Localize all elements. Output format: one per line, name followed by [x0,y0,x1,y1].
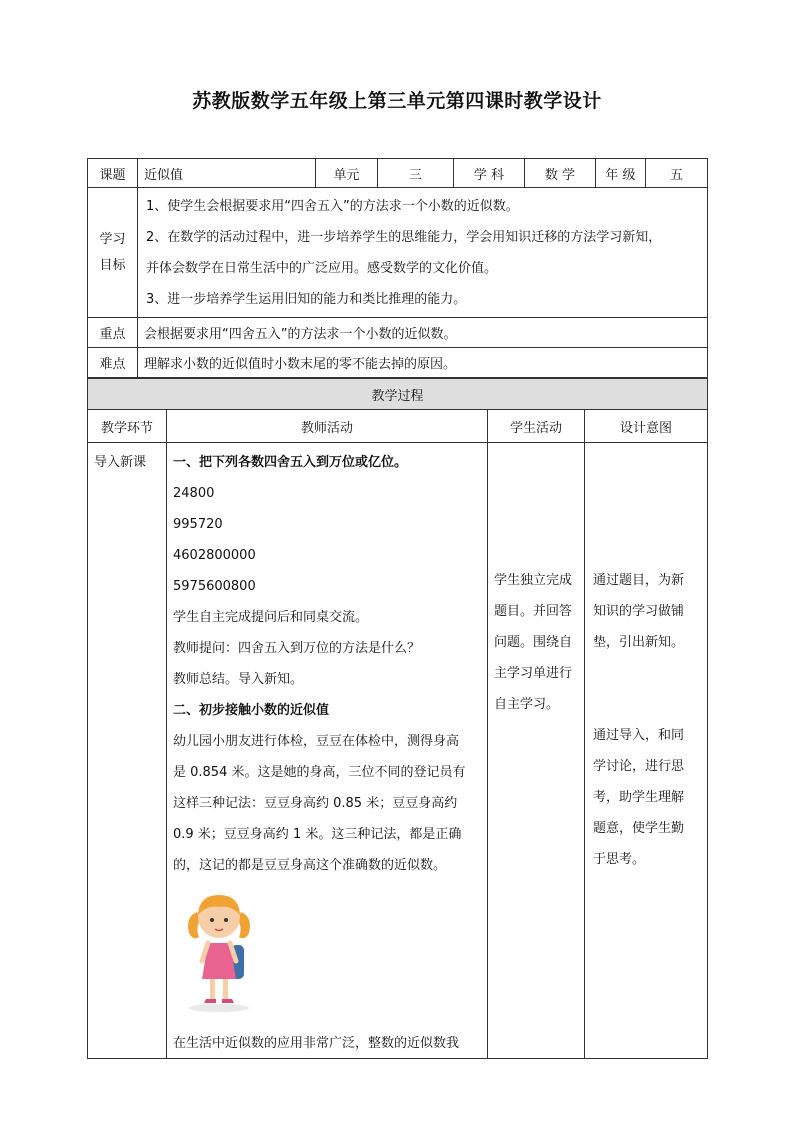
teacher-line: 是 0.854 米。这是她的身高，三位不同的登记员有 [173,765,466,780]
key-point-label: 重点 [88,318,138,348]
lesson-info-table [87,158,708,378]
teacher-activity-cell [167,443,488,1059]
student-activity-cell [488,443,585,1059]
teacher-line: 24800 [173,486,215,501]
teaching-process-table [87,378,708,1059]
girl-illustration [181,887,257,1013]
header-student: 学生活动 [488,410,585,443]
header-intent: 设计意图 [585,410,708,443]
teacher-line: 0.9 米；豆豆身高约 1 米。这三种记法，都是正确 [173,827,462,842]
header-stage: 教学环节 [88,410,167,443]
objective-line: 2、在数学的活动过程中，进一步培养学生的思维能力，学会用知识迁移的方法学习新知， [146,230,662,245]
teacher-line: 995720 [173,517,223,532]
page-title: 苏教版数学五年级上第三单元第四课时教学设计 [192,90,602,112]
key-point-row [88,318,708,348]
key-point-text: 会根据要求用“四舍五入”的方法求一个小数的近似数。 [138,318,708,348]
student-line: 题目。并回答 [494,604,573,619]
unit-label: 单元 [316,159,378,188]
topic-value: 近似值 [138,159,316,188]
intent-line: 学讨论，进行思 [593,759,685,774]
objectives-label: 学习 目标 [88,188,138,318]
intent-line: 通过导入，和同 [593,728,685,743]
objectives-row [88,188,708,318]
objectives-text [138,188,708,318]
teacher-line: 的，这记的都是豆豆身高这个准确数的近似数。 [173,858,447,873]
grade-value: 五 [646,159,708,188]
intent-line: 考，助学生理解 [593,790,685,805]
objective-line: 并体会数学在日常生活中的广泛应用。感受数学的文化价值。 [146,261,498,276]
student-line: 问题。围绕自 [494,635,573,650]
objective-line: 3、进一步培养学生运用旧知的能力和类比推理的能力。 [146,292,467,307]
student-line: 自主学习。 [494,697,560,712]
teacher-line: 教师总结。导入新知。 [173,672,304,687]
student-line: 学生独立完成 [494,573,573,588]
intent-line: 通过题目，为新 [593,573,685,588]
stage-cell [88,443,167,1059]
design-intent-cell [585,443,708,1059]
unit-value: 三 [378,159,454,188]
teacher-line: 学生自主完成提问后和同桌交流。 [173,610,369,625]
stage-text: 导入新课 [94,455,147,470]
teacher-line: 教师提问：四舍五入到万位的方法是什么？ [173,641,421,656]
grade-label: 年 级 [596,159,646,188]
teacher-line: 这样三种记法：豆豆身高约 0.85 米；豆豆身高约 [173,796,458,811]
info-row [88,159,708,188]
teacher-line: 4602800000 [173,548,256,563]
process-band: 教学过程 [88,379,708,410]
student-line: 主学习单进行 [494,666,573,681]
teacher-line: 5975600800 [173,579,256,594]
teacher-line-last: 在生活中近似数的应用非常广泛，整数的近似数我 [173,1036,460,1051]
difficulty-text: 理解求小数的近似值时小数末尾的零不能去掉的原因。 [138,348,708,378]
difficulty-row [88,348,708,378]
topic-label: 课题 [88,159,138,188]
band-row [88,379,708,410]
subject-value: 数 学 [525,159,596,188]
intent-line: 题意，使学生勤 [593,821,685,836]
header-teacher: 教师活动 [167,410,488,443]
teacher-line: 一、把下列各数四舍五入到万位或亿位。 [173,455,408,470]
header-row [88,410,708,443]
intent-line: 垫，引出新知。 [593,635,685,650]
process-row [88,443,708,1059]
intent-line: 知识的学习做铺 [593,604,685,619]
teacher-line: 幼儿园小朋友进行体检，豆豆在体检中，测得身高 [173,734,460,749]
difficulty-label: 难点 [88,348,138,378]
objective-line: 1、使学生会根据要求用“四舍五入”的方法求一个小数的近似数。 [146,199,519,214]
teacher-line: 二、初步接触小数的近似值 [173,703,330,718]
subject-label: 学 科 [454,159,525,188]
intent-line: 于思考。 [593,852,646,867]
